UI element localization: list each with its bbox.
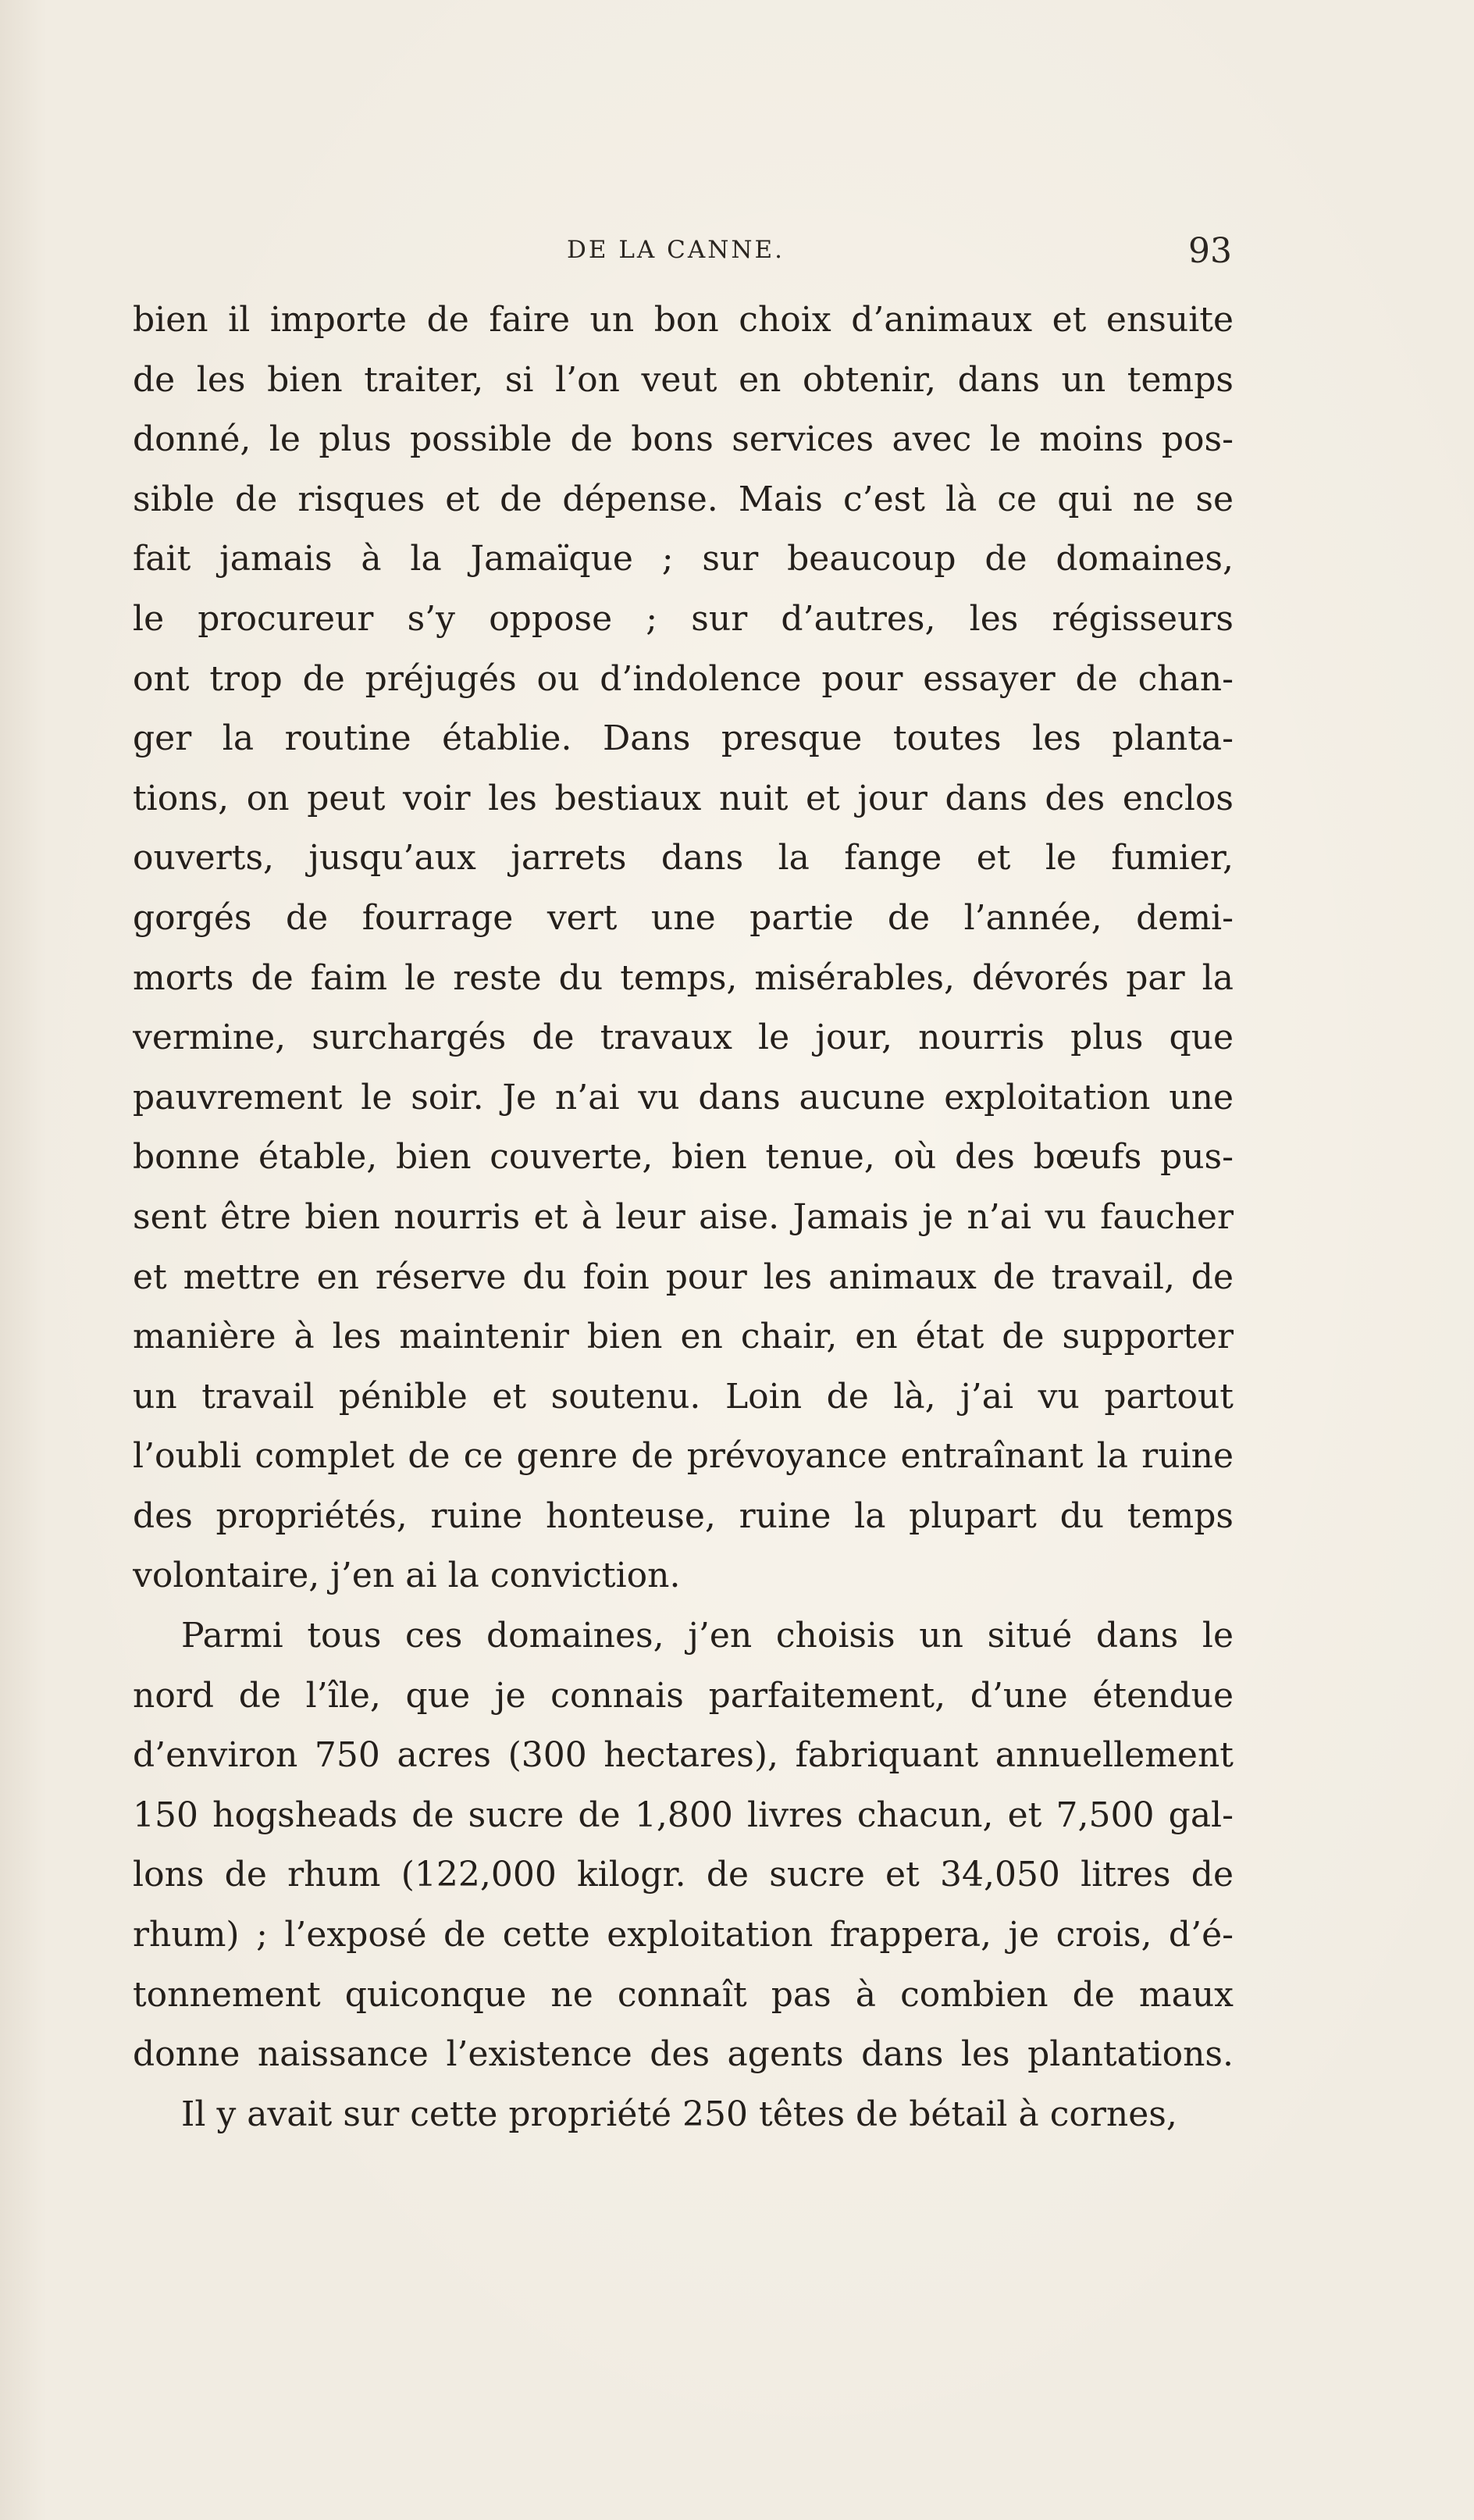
text-line: un travail pénible et soutenu. Loin de là, j’ai vu partout <box>133 1376 1234 1417</box>
text-line: le procureur s’y oppose ; sur d’autres, les régisseurs <box>133 598 1234 639</box>
text-line: bien il importe de faire un bon choix d’animaux et ensuite <box>133 300 1234 340</box>
text-line: tions, on peut voir les bestiaux nuit et jour dans des enclos <box>133 778 1234 818</box>
text-line: de les bien traiter, si l’on veut en obtenir, dans un temps <box>133 359 1234 400</box>
text-line: donne naissance l’existence des agents dans les plantations. <box>133 2034 1234 2075</box>
text-line: ouverts, jusqu’aux jarrets dans la fange et le fumier, <box>133 838 1234 879</box>
text-line: Parmi tous ces domaines, j’en choisis un situé dans le <box>181 1616 1234 1656</box>
text-line: bonne étable, bien couverte, bien tenue, où des bœufs pus- <box>133 1137 1234 1178</box>
text-line: des propriétés, ruine honteuse, ruine la plupart du temps <box>133 1495 1234 1536</box>
text-line: 150 hogsheads de sucre de 1,800 livres chacun, et 7,500 gal- <box>133 1795 1234 1835</box>
text-line: et mettre en réserve du foin pour les animaux de travail, de <box>133 1256 1234 1297</box>
text-line: sible de risques et de dépense. Mais c’est là ce qui ne se <box>133 479 1234 519</box>
body-text <box>133 290 1234 2144</box>
text-line: d’environ 750 acres (300 hectares), fabriquant annuellement <box>133 1735 1234 1776</box>
page-header <box>130 231 1232 278</box>
text-line: manière à les maintenir bien en chair, en état de supporter <box>133 1317 1234 1357</box>
running-head: DE LA CANNE. <box>567 236 785 264</box>
text-line: lons de rhum (122,000 kilogr. de sucre et 34,050 litres de <box>133 1855 1234 1895</box>
text-line: Il y avait sur cette propriété 250 têtes de bétail à cornes, <box>181 2094 1177 2134</box>
text-line: ont trop de préjugés ou d’indolence pour essayer de chan- <box>133 658 1234 699</box>
text-line: fait jamais à la Jamaïque ; sur beaucoup de domaines, <box>133 539 1234 579</box>
text-line: volontaire, j’en ai la conviction. <box>133 1556 681 1596</box>
text-line: sent être bien nourris et à leur aise. Jamais je n’ai vu faucher <box>133 1196 1234 1237</box>
text-line: morts de faim le reste du temps, misérables, dévorés par la <box>133 957 1234 998</box>
text-line: pauvrement le soir. Je n’ai vu dans aucune exploitation une <box>133 1077 1234 1117</box>
text-line: tonnement quiconque ne connaît pas à combien de maux <box>133 1974 1234 2015</box>
text-line: donné, le plus possible de bons services avec le moins pos- <box>133 419 1234 460</box>
text-line: l’oubli complet de ce genre de prévoyance entraînant la ruine <box>133 1436 1234 1477</box>
text-line: vermine, surchargés de travaux le jour, nourris plus que <box>133 1018 1234 1058</box>
text-line: ger la routine établie. Dans presque toutes les planta- <box>133 718 1234 759</box>
text-line: rhum) ; l’exposé de cette exploitation frappera, je crois, d’é- <box>133 1915 1234 1955</box>
text-line: nord de l’île, que je connais parfaitement, d’une étendue <box>133 1675 1234 1716</box>
page-number: 93 <box>1188 231 1232 271</box>
text-line: gorgés de fourrage vert une partie de l’année, demi- <box>133 897 1234 938</box>
